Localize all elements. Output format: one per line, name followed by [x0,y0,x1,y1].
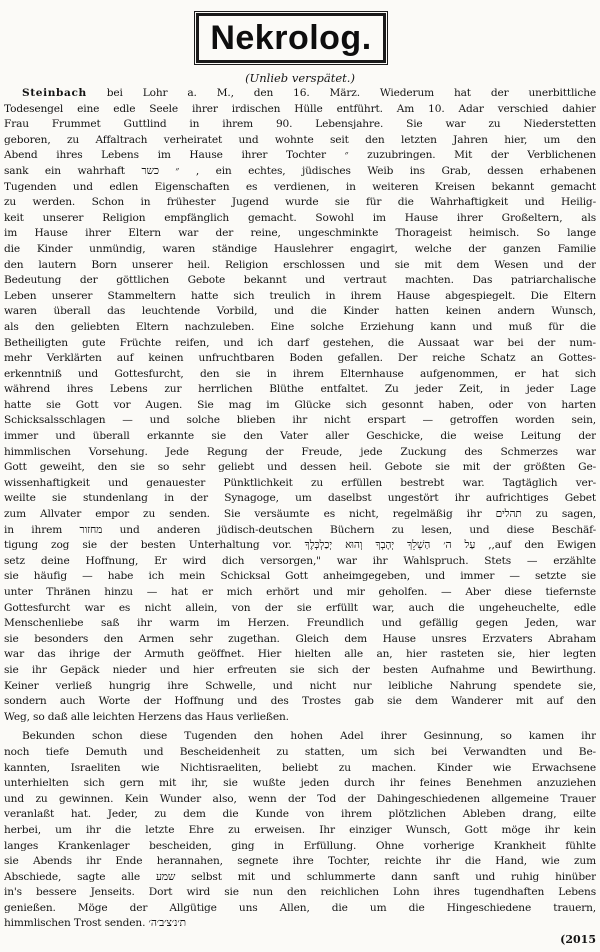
text-line: in's bessere Jenseits. Dort wird sie nun den reichlichen Lohn ihres tugendhaften Lebens [4,886,596,899]
text-line: zu werden. Schon in frühester Jugend wurde sie für die Wahrhaftigkeit und Heilig- [4,196,596,209]
text-line: sank ein wahrhaft ״ כשר , ein echtes, jüdisches Weib ins Grab, dessen erhabenen [4,164,596,177]
closing-line: himmlischen Trost senden. ת׳נ׳צ׳ב׳ה׳ [4,917,186,930]
headline-frame [196,13,386,63]
headline: Nekrolog. [210,18,372,57]
text-line: waren überall das leuchtende Vorbild, und die Kinder hatten keinen andern Wunsch, [4,305,596,318]
text-line: als den geliebten Eltern nachzuleben. Eine solche Erziehung kann und muß für die [4,320,596,333]
text-line: noch tiefe Demuth und Bescheidenheit zu statten, um sich bei Verwandten und Be- [4,745,596,758]
text-line: war das ihrige der Armuth geöffnet. Hier hielten alle an, hier rasteten sie, hier legten [4,648,596,661]
text-line: Tugenden und edlen Eigenschaften es verdienen, in weiteren Kreisen bekannt gemacht [4,180,596,193]
text-line: sie Abends ihr Ende herannahen, segnete ihre Tochter, reichte ihr die Hand, wie zum [4,855,596,868]
text-line: Abend ihres Lebens im Hause ihrer Tochter ״ zuzubringen. Mit der Verblichenen [4,149,596,162]
text-line: während ihres Lebens zur herrlichen Blüthe entfaltet. Zu jeder Zeit, in jeder Lage [4,383,596,396]
text-line: Weg, so daß alle leichten Herzens das Haus verließen. [4,710,289,723]
text-line: Bekunden schon diese Tugenden den hohen Adel ihrer Gesinnung, so kamen ihr [22,730,596,743]
text-line: sondern auch Worte der Hoffnung und des Trostes gab sie dem Wanderer mit auf den [4,695,596,708]
text-line: unter Thränen hinzu — hat er mich erhört und mir geholfen. — Aber diese tiefernste [4,586,596,598]
text-line: Gott geweiht, den sie so sehr geliebt und dessen heil. Gebote sie mit der größten Ge- [4,461,596,474]
text-line: sie besonders den Armen sehr zugethan. Gleich dem Hause unsres Erzvaters Abraham [4,632,596,645]
dateline-rest: bei Lohr a. M., den 16. März. Wiederum hat der unerbittliche [106,87,596,99]
text-line: Betheiligten gute Früchte reifen, und ich darf gestehen, die Aussaat war bei der num- [4,336,596,349]
text-line: und zu gewinnen. Kein Wunder also, wenn der Tod der Dahingeschiedenen allgemeine Trauer [4,792,596,805]
text-line: Abschiede, sagte alle שמע selbst mit und schlummerte dann sanft und ruhig hinüber [4,870,596,883]
text-line: immer und überall erkannte sie den Vater aller Geschicke, die weise Leitung der [4,430,596,443]
text-line: sie ihr Gepäck nieder und hier erfreuten sie sich der besten Aufnahme und Bewirthung. [4,663,596,676]
text-line: langes Krankenlager bescheiden, ging in Erfüllung. Ohne vorherige Krankheit fühlte [4,839,596,852]
text-line: erkenntniß und Gottesfurcht, den sie in ihrem Elternhause aufgenommen, er hat sich [4,367,596,380]
text-line: im Hause ihrer Eltern war der reine, ungeschminkte Thorageist heimisch. So lange [4,227,596,240]
text-line: keit unserer Religion empfänglich gemacht. Sowohl im Hause ihrer Großeltern, als [4,211,596,224]
text-line: Menschenliebe saß ihr warm im Herzen. Freundlich und gefällig gegen Jeden, war [4,617,596,630]
text-line: Bedeutung der göttlichen Gebote bekannt und vertraut machten. Das patriarchalische [4,274,596,287]
text-line: in ihrem מחזור und anderen jüdisch-deutschen Büchern zu lesen, und diese Beschäf- [4,523,596,536]
text-line: herbei, um ihr die letzte Ehre zu erweisen. Ihr einziger Wunsch, Gott möge ihr kein [4,823,596,836]
text-line: Keiner verließ hungrig ihre Schwelle, und nicht nur leibliche Nahrung spendete sie, [4,679,596,692]
text-line: Todesengel eine edle Seele ihrer irdischen Hülle entführt. Am 10. Adar verschied dahier [4,102,596,115]
text-line: zum Allvater empor zu senden. Sie versäumte es nicht, regelmäßig ihr תהלים zu sagen, [4,508,596,521]
text-line: weilte sie stundenlang in der Synagoge, um daselbst ungestört ihr aufrichtiges Gebet [4,492,596,505]
text-line: Leben unserer Stammeltern hatte sich treulich in ihrem Hause abgespiegelt. Die Eltern [4,289,596,302]
subnote: (Unlieb verspätet.) [245,71,355,85]
text-line: wissenhaftigkeit und genauester Pünktlichkeit zu erfüllen bestrebt war. Tagtäglich ver- [4,476,596,489]
text-line: Frau Frummet Guttlind in ihrem 90. Lebensjahre. Sie war zu Niederstetten [4,118,596,131]
text-line: genießen. Möge der Allgütige uns Allen, die um die Hingeschiedene trauern, [4,901,596,914]
dateline [4,86,596,102]
text-line: Schicksalsschlagen — und solche blieben ihr nicht erspart — getroffen worden sein, [4,414,596,427]
text-line: hatte sie Gott vor Augen. Sie mag im Glücke sich gesonnt haben, oder von harten [4,398,596,411]
dateline-place: Steinbach [22,87,87,99]
text-line: veranlaßt hat. Jeder, zu dem die Kunde von ihrem plötzlichen Ableben drang, eilte [4,808,596,821]
text-line: Gottesfurcht war es nicht allein, von der sie erfüllt war, auch die ungeheuchelte, edle [4,601,596,614]
text-line: mehr Verklärten auf keinen unfruchtbaren Boden gefallen. Der reiche Schatz an Gottes- [4,352,596,365]
text-line: tigung zog sie der besten Unterhaltung vor. עַל ה׳ הַשְׁלֵךְ יְהָבְךָ וְהוּא יְכַלְכְּלֶךָ ,,auf den Ewigen [4,539,596,552]
text-line: unterhielten sich gern mit ihr, sie wußte jeden durch ihr feines Benehmen anzuziehen [4,777,596,790]
text-line: den lautern Born unserer heil. Religion erschlossen und sie mit dem Wesen und der [4,258,596,271]
text-line: geboren, zu Affaltrach verheiratet und wohnte seit den letzten Jahren hier, um den [4,133,596,146]
text-line: setz deine Hoffnung, Er wird dich versorgen," war ihr Wahlspruch. Stets — erzählte [4,554,596,567]
text-line: himmlischen Vorsehung. Jede Regung der Freude, jede Zuckung des Schmerzes war [4,445,596,458]
text-line: kannten, Israeliten wie Nichtisraeliten, beliebt zu machen. Kinder wie Erwachsene [4,761,596,774]
item-code: (2015 [560,933,596,946]
text-line: sie häufig — habe ich mein Schicksal Gott anheimgegeben, und immer — setzte sie [4,570,596,583]
obituary-article [4,86,596,932]
text-line: die Kinder unmündig, waren ständige Hauslehrer engagirt, welche der ganzen Familie [4,242,596,255]
